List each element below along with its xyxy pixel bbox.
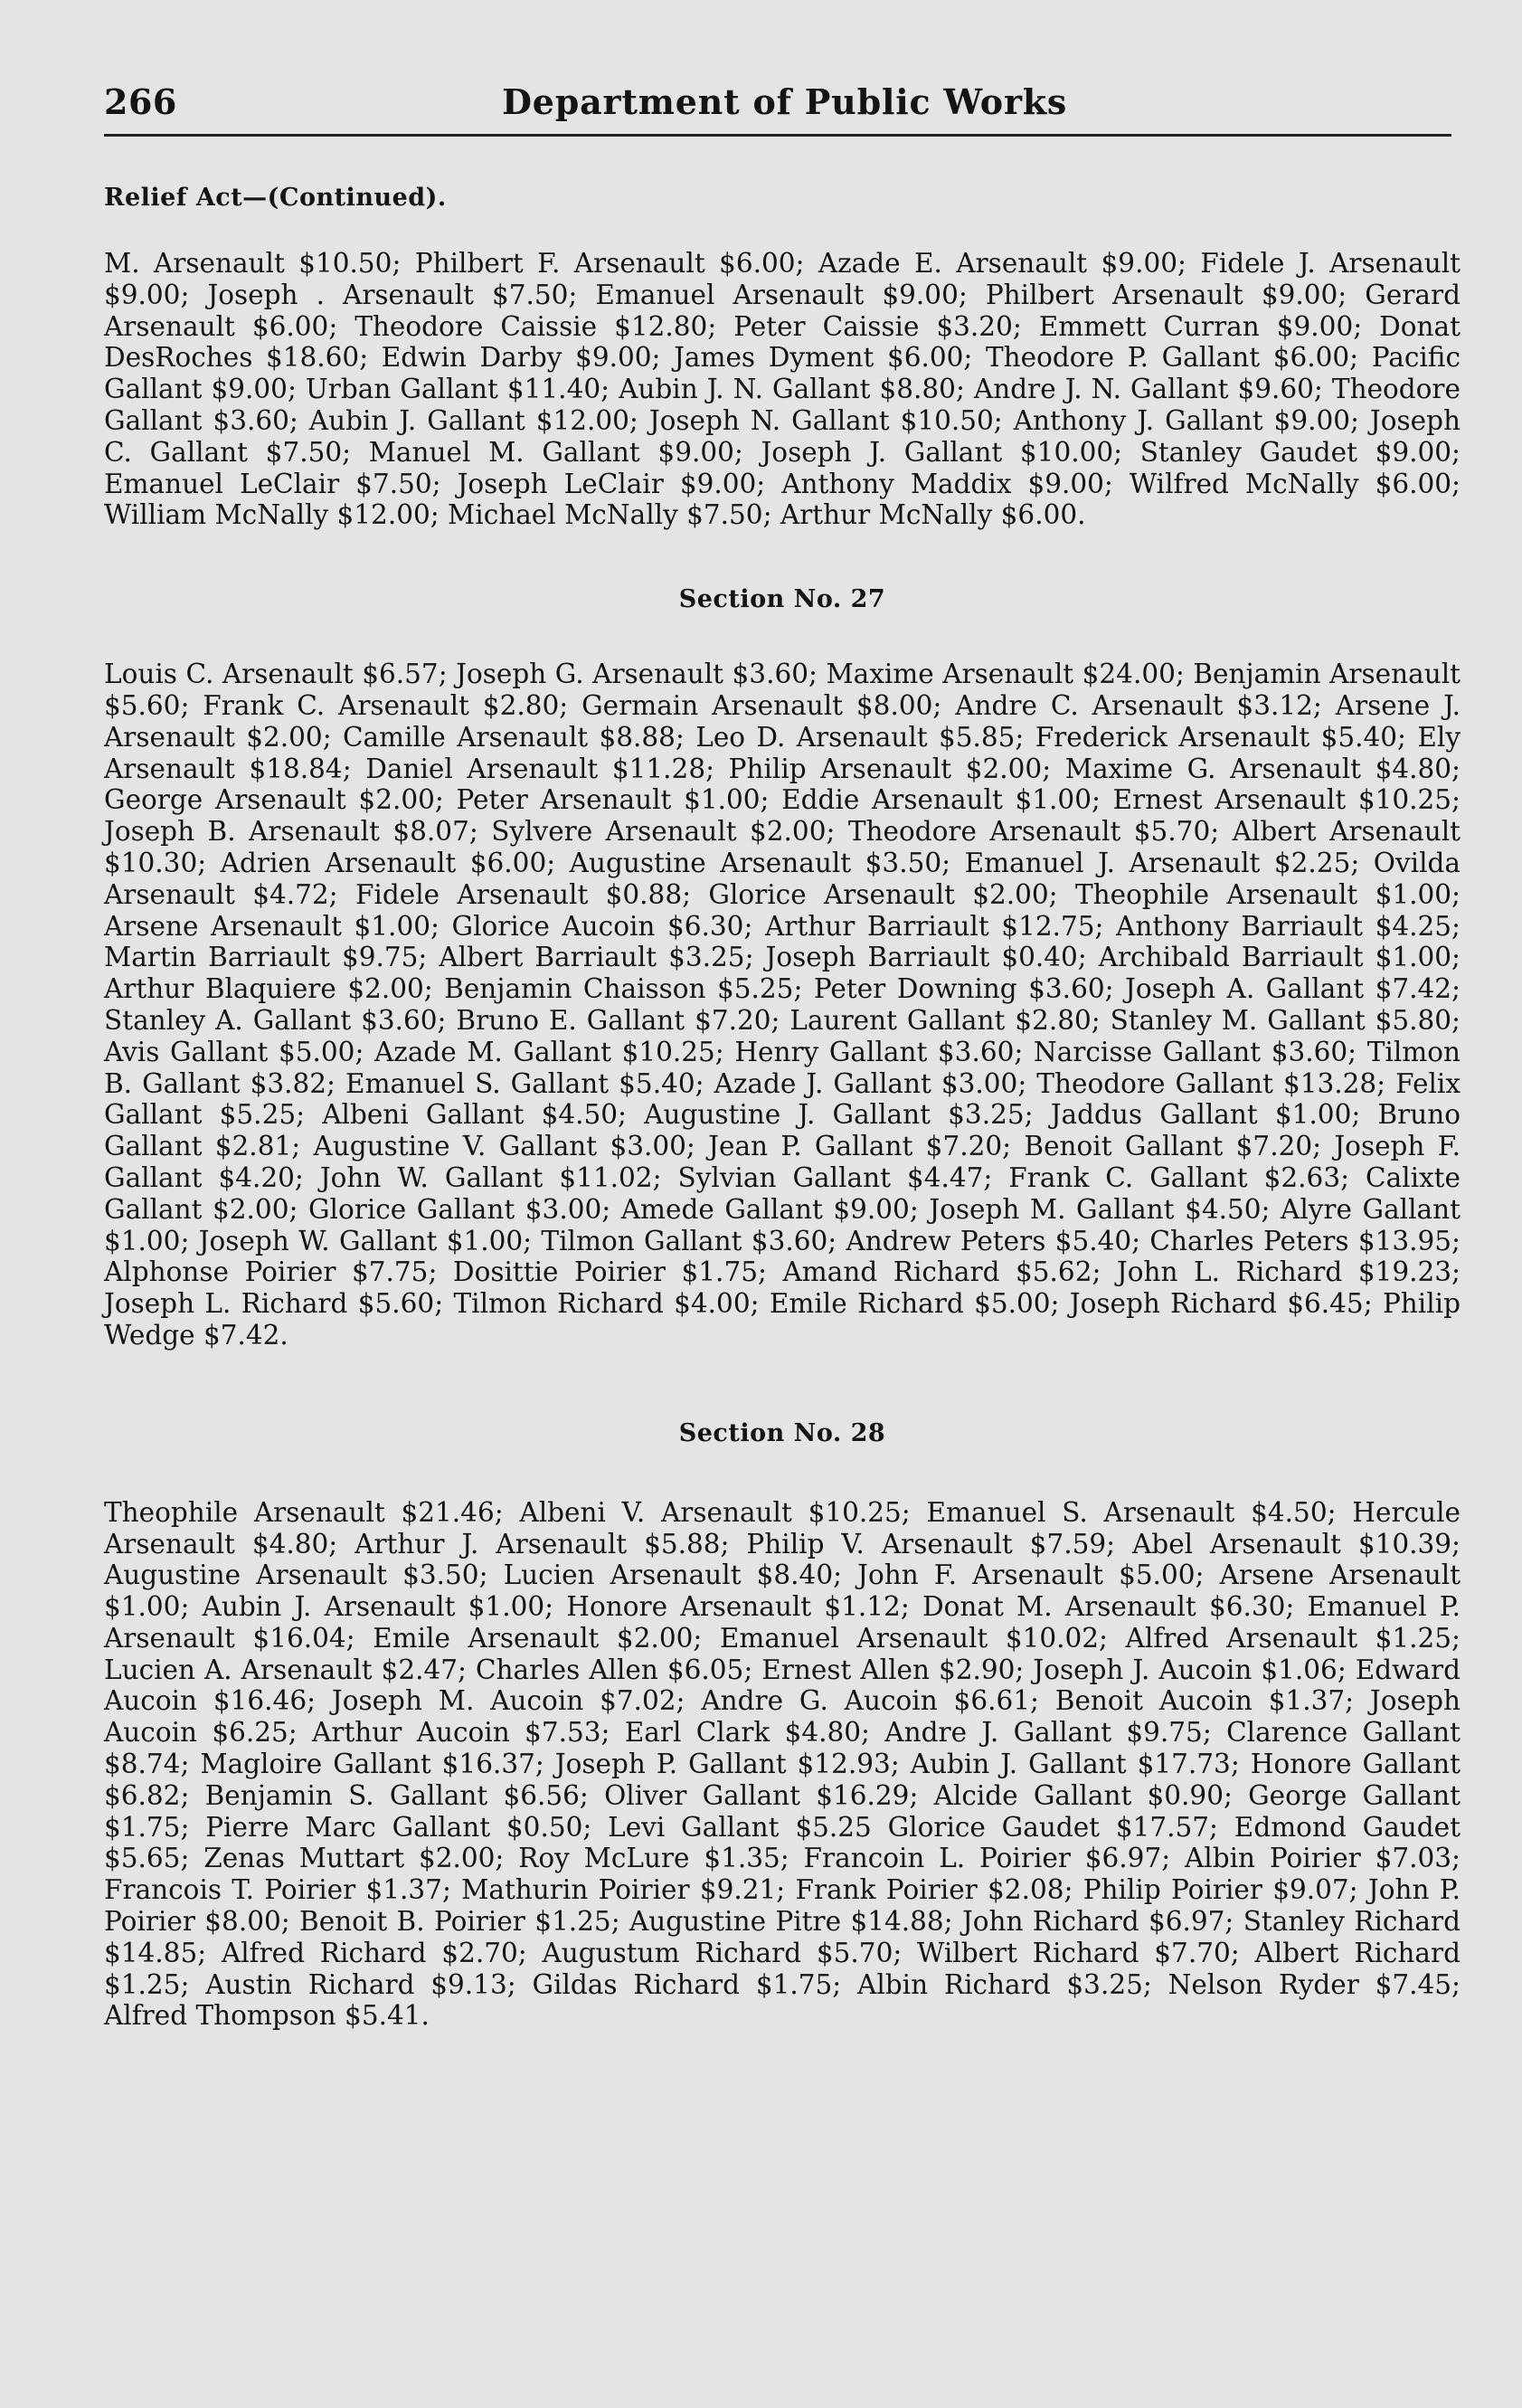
section-27-paragraph: Louis C. Arsenault $6.57; Joseph G. Arsenault $3.60; Maxime Arsenault $24.00; Benjamin Arsenault $5.60; Frank C. Arsenault $2.80; Germain Arsenault $8.00; Andre C. Arsenault $3.12; Arsene J. Arsenault $2.00; Camille Arsenault $8.88; Leo D. Arsenault $5.85; Frederick Arsenault $5.40; Ely Arsenault $18.84; Daniel Arsenault $11.28; Philip Arsenault $2.00; Maxime G. Arsenault $4.80; George Arsenault $2.00; Peter Arsenault $1.00; Eddie Arsenault $1.00; Ernest Arsenault $10.25; Joseph B. Arsenault $8.07; Sylvere Arsenault $2.00; Theodore Arsenault $5.70; Albert Arsenault $10.30; Adrien Arsenault $6.00; Augustine Arsenault $3.50; Emanuel J. Arsenault $2.25; Ovilda Arsenault $4.72; Fidele Arsenault $0.88; Glorice Arsenault $2.00; Theophile Arsenault $1.00; Arsene Arsenault $1.00; Glorice Aucoin $6.30; Arthur Barriault $12.75; Anthony Barriault $4.25; Martin Barriault $9.75; Albert Barriault $3.25; Joseph Barriault $0.40; Archibald Barriault $1.00; Arthur Blaquiere $2.00; Benjamin Chaisson $5.25; Peter Downing $3.60; Joseph A. Gallant $7.42; Stanley A. Gallant $3.60; Bruno E. Gallant $7.20; Laurent Gallant $2.80; Stanley M. Gallant $5.80; Avis Gallant $5.00; Azade M. Gallant $10.25; Henry Gallant $3.60; Narcisse Gallant $3.60; Tilmon B. Gallant $3.82; Emanuel S. Gallant $5.40; Azade J. Gallant $3.00; Theodore Gallant $13.28; Felix Gallant $5.25; Albeni Gallant $4.50; Augustine J. Gallant $3.25; Jaddus Gallant $1.00; Bruno Gallant $2.81; Augustine V. Gallant $3.00; Jean P. Gallant $7.20; Benoit Gallant $7.20; Joseph F. Gallant $4.20; John W. Gallant $11.02; Sylvian Gallant $4.47; Frank C. Gallant $2.63; Calixte Gallant $2.00; Glorice Gallant $3.00; Amede Gallant $9.00; Joseph M. Gallant $4.50; Alyre Gallant $1.00; Joseph W. Gallant $1.00; Tilmon Gallant $3.60; Andrew Peters $5.40; Charles Peters $13.95; Alphonse Poirier $7.75; Dosittie Poirier $1.75; Amand Richard $5.62; John L. Richard $19.23; Joseph L. Richard $5.60; Tilmon Richard $4.00; Emile Richard $5.00; Joseph Richard $6.45; Philip Wedge $7.42. (104, 659, 1461, 1351)
section-27-heading: Section No. 27 (678, 585, 886, 614)
page-header (104, 81, 1451, 137)
relief-act-paragraph: M. Arsenault $10.50; Philbert F. Arsenault $6.00; Azade E. Arsenault $9.00; Fidele J. Arsenault $9.00; Joseph . Arsenault $7.50; Emanuel Arsenault $9.00; Philbert Arsenault $9.00; Gerard Arsenault $6.00; Theodore Caissie $12.80; Peter Caissie $3.20; Emmett Curran $9.00; Donat DesRoches $18.60; Edwin Darby $9.00; James Dyment $6.00; Theodore P. Gallant $6.00; Pacific Gallant $9.00; Urban Gallant $11.40; Aubin J. N. Gallant $8.80; Andre J. N. Gallant $9.60; Theodore Gallant $3.60; Aubin J. Gallant $12.00; Joseph N. Gallant $10.50; Anthony J. Gallant $9.00; Joseph C. Gallant $7.50; Manuel M. Gallant $9.00; Joseph J. Gallant $10.00; Stanley Gaudet $9.00; Emanuel LeClair $7.50; Joseph LeClair $9.00; Anthony Maddix $9.00; Wilfred McNally $6.00; William McNally $12.00; Michael McNally $7.50; Arthur McNally $6.00. (104, 248, 1461, 531)
page-number: 266 (104, 81, 177, 122)
section-28-paragraph: Theophile Arsenault $21.46; Albeni V. Arsenault $10.25; Emanuel S. Arsenault $4.50; Hercule Arsenault $4.80; Arthur J. Arsenault $5.88; Philip V. Arsenault $7.59; Abel Arsenault $10.39; Augustine Arsenault $3.50; Lucien Arsenault $8.40; John F. Arsenault $5.00; Arsene Arsenault $1.00; Aubin J. Arsenault $1.00; Honore Arsenault $1.12; Donat M. Arsenault $6.30; Emanuel P. Arsenault $16.04; Emile Arsenault $2.00; Emanuel Arsenault $10.02; Alfred Arsenault $1.25; Lucien A. Arsenault $2.47; Charles Allen $6.05; Ernest Allen $2.90; Joseph J. Aucoin $1.06; Edward Aucoin $16.46; Joseph M. Aucoin $7.02; Andre G. Aucoin $6.61; Benoit Aucoin $1.37; Joseph Aucoin $6.25; Arthur Aucoin $7.53; Earl Clark $4.80; Andre J. Gallant $9.75; Clarence Gallant $8.74; Magloire Gallant $16.37; Joseph P. Gallant $12.93; Aubin J. Gallant $17.73; Honore Gallant $6.82; Benjamin S. Gallant $6.56; Oliver Gallant $16.29; Alcide Gallant $0.90; George Gallant $1.75; Pierre Marc Gallant $0.50; Levi Gallant $5.25 Glorice Gaudet $17.57; Edmond Gaudet $5.65; Zenas Muttart $2.00; Roy McLure $1.35; Francoin L. Poirier $6.97; Albin Poirier $7.03; Francois T. Poirier $1.37; Mathurin Poirier $9.21; Frank Poirier $2.08; Philip Poirier $9.07; John P. Poirier $8.00; Benoit B. Poirier $1.25; Augustine Pitre $14.88; John Richard $6.97; Stanley Richard $14.85; Alfred Richard $2.70; Augustum Richard $5.70; Wilbert Richard $7.70; Albert Richard $1.25; Austin Richard $9.13; Gildas Richard $1.75; Albin Richard $3.25; Nelson Ryder $7.45; Alfred Thompson $5.41. (104, 1496, 1461, 2032)
relief-act-heading: Relief Act—(Continued). (104, 184, 447, 212)
page-title: Department of Public Works (502, 81, 1068, 122)
section-28-heading: Section No. 28 (678, 1418, 886, 1447)
